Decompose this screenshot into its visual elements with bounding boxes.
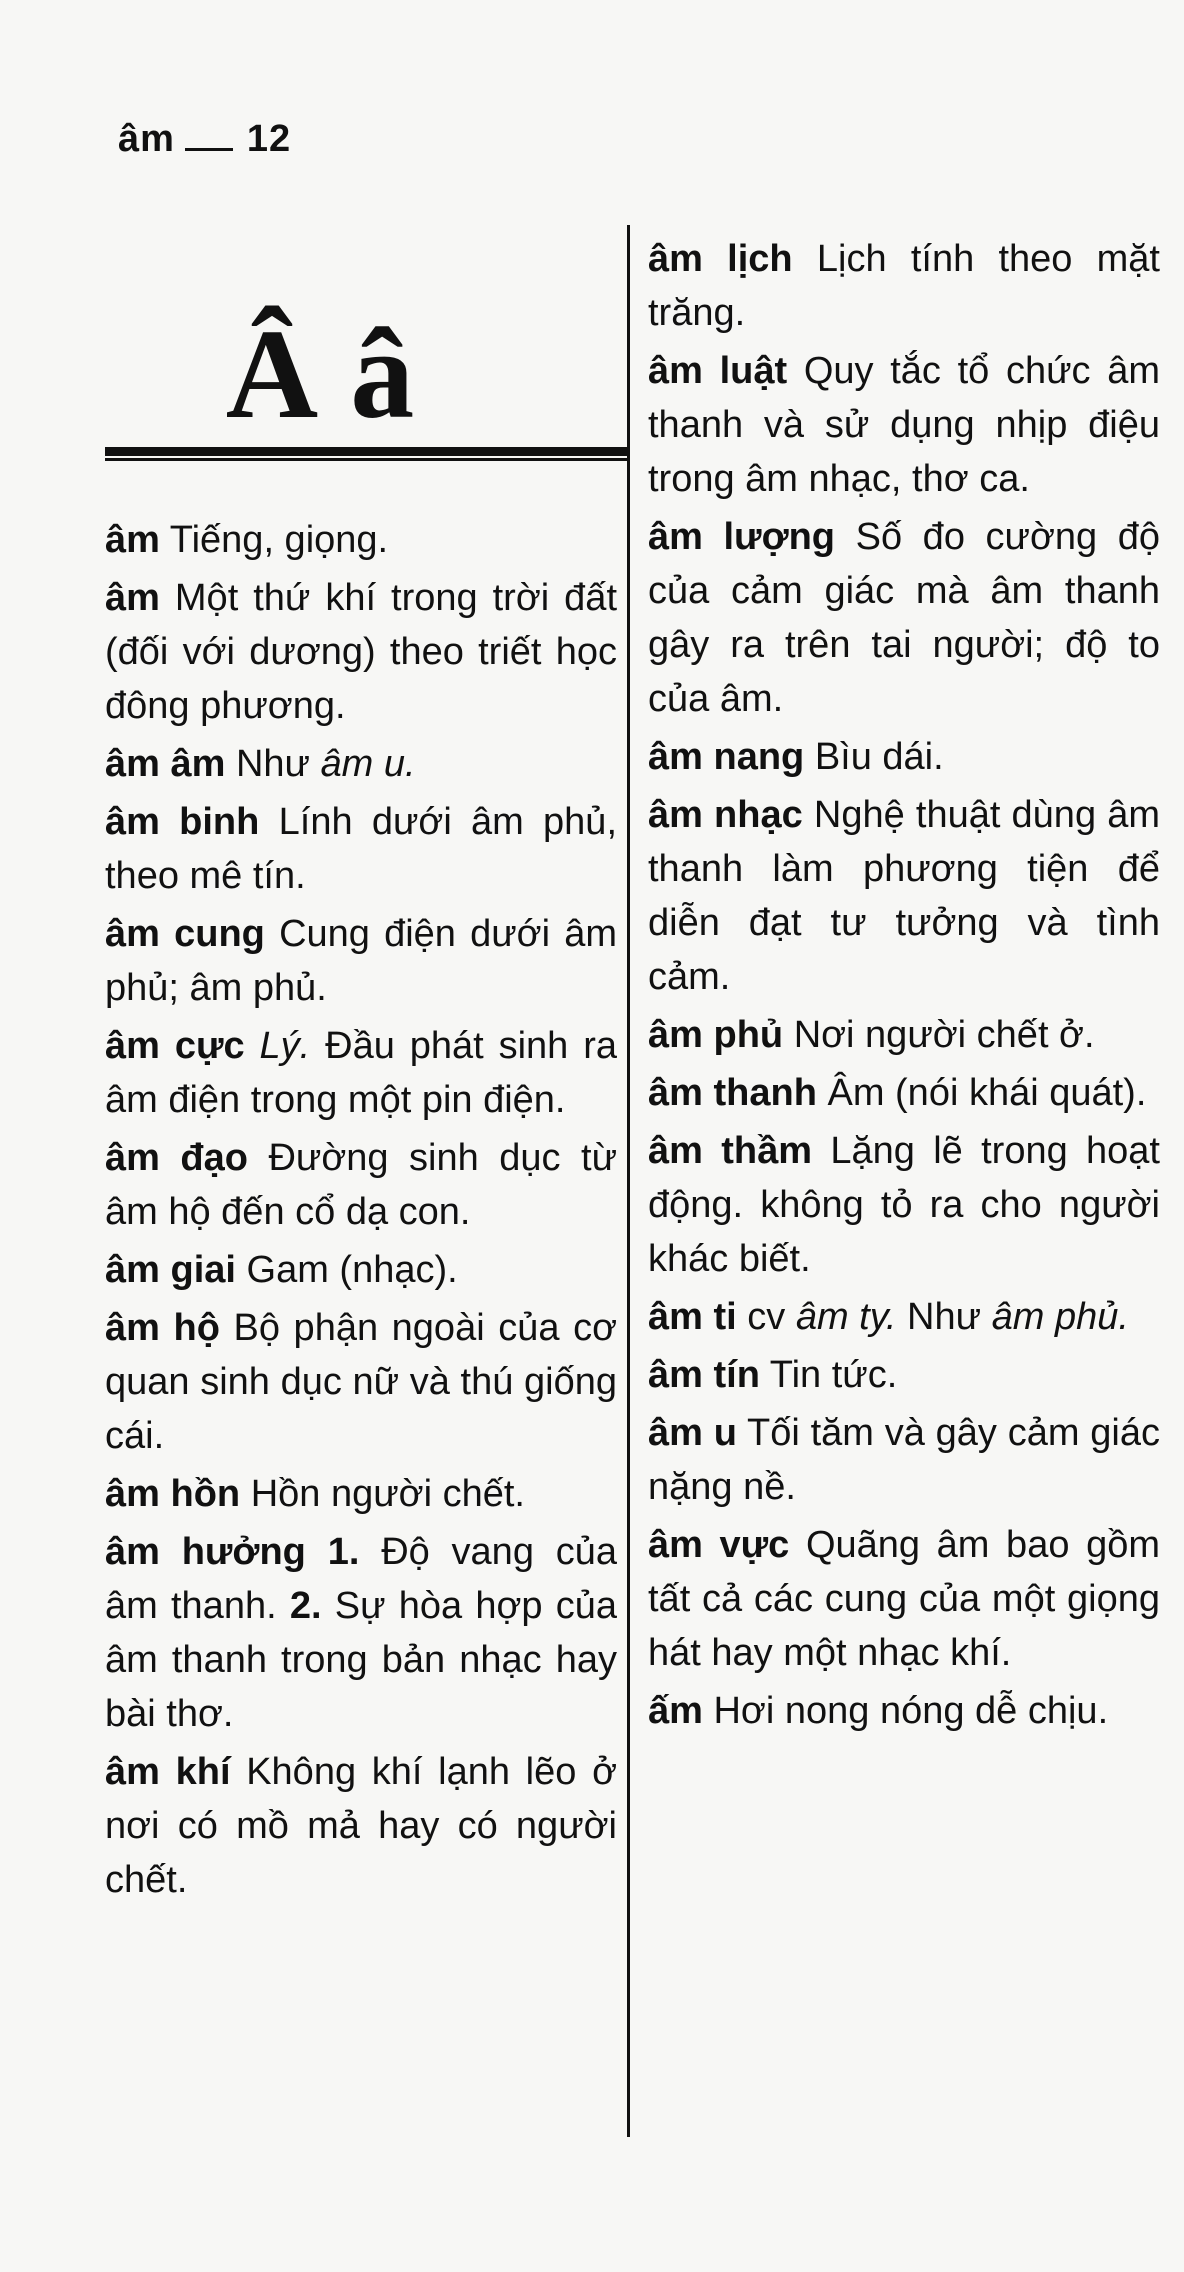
- definition: Nơi người chết ở.: [793, 1014, 1095, 1056]
- definition: Cung điện dưới âm phủ; âm phủ.: [105, 913, 618, 1009]
- definition: Bìu dái.: [814, 736, 944, 778]
- dictionary-entry: [648, 1124, 1160, 1286]
- definition: Hơi nong nóng dễ chịu.: [713, 1690, 1109, 1732]
- headword: âm đạo: [105, 1137, 248, 1179]
- page-number: 12: [246, 118, 292, 160]
- definition: Độ vang của âm thanh.: [105, 1531, 618, 1627]
- section-rule: [105, 447, 628, 461]
- headword: âm lịch: [648, 238, 793, 280]
- definition: Số đo cường độ của cảm giác mà âm thanh gây ra trên tai người; độ to của âm.: [648, 516, 1161, 720]
- header-dash: [185, 148, 233, 151]
- dictionary-entry: [648, 1518, 1160, 1680]
- sense-number: 1.: [327, 1531, 360, 1573]
- headword: âm: [105, 519, 160, 561]
- dictionary-entry: [105, 1131, 617, 1239]
- headword: ấm: [648, 1690, 703, 1732]
- definition: Gam (nhạc).: [246, 1249, 458, 1291]
- headword: âm cung: [105, 913, 265, 955]
- definition: Đường sinh dục từ âm hộ đến cổ dạ con.: [105, 1137, 618, 1233]
- column-divider: [627, 225, 630, 2137]
- headword: âm luật: [648, 350, 788, 392]
- dictionary-entry: [648, 1684, 1160, 1738]
- definition: Sự hòa hợp của âm thanh trong bản nhạc hay bài thơ.: [105, 1585, 617, 1735]
- headword: âm nang: [648, 736, 805, 778]
- headword: âm giai: [105, 1249, 236, 1291]
- definition: cv: [747, 1296, 786, 1338]
- headword: âm khí: [105, 1751, 231, 1793]
- cross-reference: âm ty.: [795, 1296, 897, 1338]
- definition: Quy tắc tổ chức âm thanh và sử dụng nhịp điệu trong âm nhạc, thơ ca.: [648, 350, 1161, 500]
- dictionary-entry: [105, 513, 617, 567]
- headword: âm binh: [105, 801, 260, 843]
- headword: âm phủ: [648, 1014, 784, 1056]
- dictionary-entry: [105, 1745, 617, 1907]
- definition: Lặng lẽ trong hoạt động. không tỏ ra cho người khác biết.: [648, 1130, 1160, 1280]
- left-column: [105, 513, 617, 1911]
- dictionary-entry: [105, 1301, 617, 1463]
- dictionary-entry: [648, 1008, 1160, 1062]
- definition: Âm (nói khái quát).: [827, 1072, 1147, 1114]
- dictionary-entry: [105, 1467, 617, 1521]
- definition: Quãng âm bao gồm tất cả các cung của một giọng hát hay một nhạc khí.: [648, 1524, 1160, 1674]
- dictionary-entry: [648, 1348, 1160, 1402]
- cross-reference: âm u.: [320, 743, 416, 785]
- headword: âm ti: [648, 1296, 737, 1338]
- section-letter: Â â: [225, 303, 415, 445]
- headword: âm tín: [648, 1354, 760, 1396]
- running-head: [118, 118, 291, 161]
- headword: âm âm: [105, 743, 226, 785]
- dictionary-entry: [648, 1406, 1160, 1514]
- dictionary-entry: [105, 1525, 617, 1741]
- headword: âm: [105, 577, 160, 619]
- definition: Tối tăm và gây cảm giác nặng nề.: [648, 1412, 1160, 1508]
- headword: âm hộ: [105, 1307, 220, 1349]
- headword: âm thầm: [648, 1130, 813, 1172]
- right-column: [648, 232, 1160, 1742]
- headword: âm nhạc: [648, 794, 803, 836]
- dictionary-entry: [105, 907, 617, 1015]
- dictionary-entry: [105, 795, 617, 903]
- dictionary-entry: [105, 1243, 617, 1297]
- headword: âm vực: [648, 1524, 790, 1566]
- definition: Hồn người chết.: [250, 1473, 525, 1515]
- headword: âm u: [648, 1412, 737, 1454]
- dictionary-entry: [648, 344, 1160, 506]
- definition: Không khí lạnh lẽo ở nơi có mồ mả hay có người chết.: [105, 1751, 617, 1901]
- guide-word: âm: [118, 118, 175, 160]
- dictionary-entry: [648, 730, 1160, 784]
- headword: âm thanh: [648, 1072, 817, 1114]
- definition: Như: [907, 1296, 982, 1338]
- definition: Tin tức.: [769, 1354, 898, 1396]
- headword: âm hồn: [105, 1473, 241, 1515]
- dictionary-entry: [105, 1019, 617, 1127]
- definition: Một thứ khí trong trời đất (đối với dương) theo triết học đông phương.: [105, 577, 617, 727]
- dictionary-entry: [648, 1066, 1160, 1120]
- dictionary-entry: [648, 232, 1160, 340]
- definition: Lịch tính theo mặt trăng.: [648, 238, 1160, 334]
- definition: Đầu phát sinh ra âm điện trong một pin điện.: [105, 1025, 617, 1121]
- headword: âm lượng: [648, 516, 836, 558]
- dictionary-entry: [105, 737, 617, 791]
- dictionary-entry: [648, 1290, 1160, 1344]
- usage-label: Lý.: [259, 1025, 311, 1067]
- definition: Như: [235, 743, 310, 785]
- definition: Lính dưới âm phủ, theo mê tín.: [105, 801, 617, 897]
- headword: âm cực: [105, 1025, 245, 1067]
- dictionary-entry: [105, 571, 617, 733]
- sense-number: 2.: [289, 1585, 322, 1627]
- definition: Tiếng, giọng.: [169, 519, 389, 561]
- definition: Nghệ thuật dùng âm thanh làm phương tiện để diễn đạt tư tưởng và tình cảm.: [648, 794, 1161, 998]
- dictionary-entry: [648, 788, 1160, 1004]
- cross-reference: âm phủ.: [991, 1296, 1129, 1338]
- headword: âm hưởng: [105, 1531, 306, 1573]
- definition: Bộ phận ngoài của cơ quan sinh dục nữ và thú giống cái.: [105, 1307, 617, 1457]
- dictionary-entry: [648, 510, 1160, 726]
